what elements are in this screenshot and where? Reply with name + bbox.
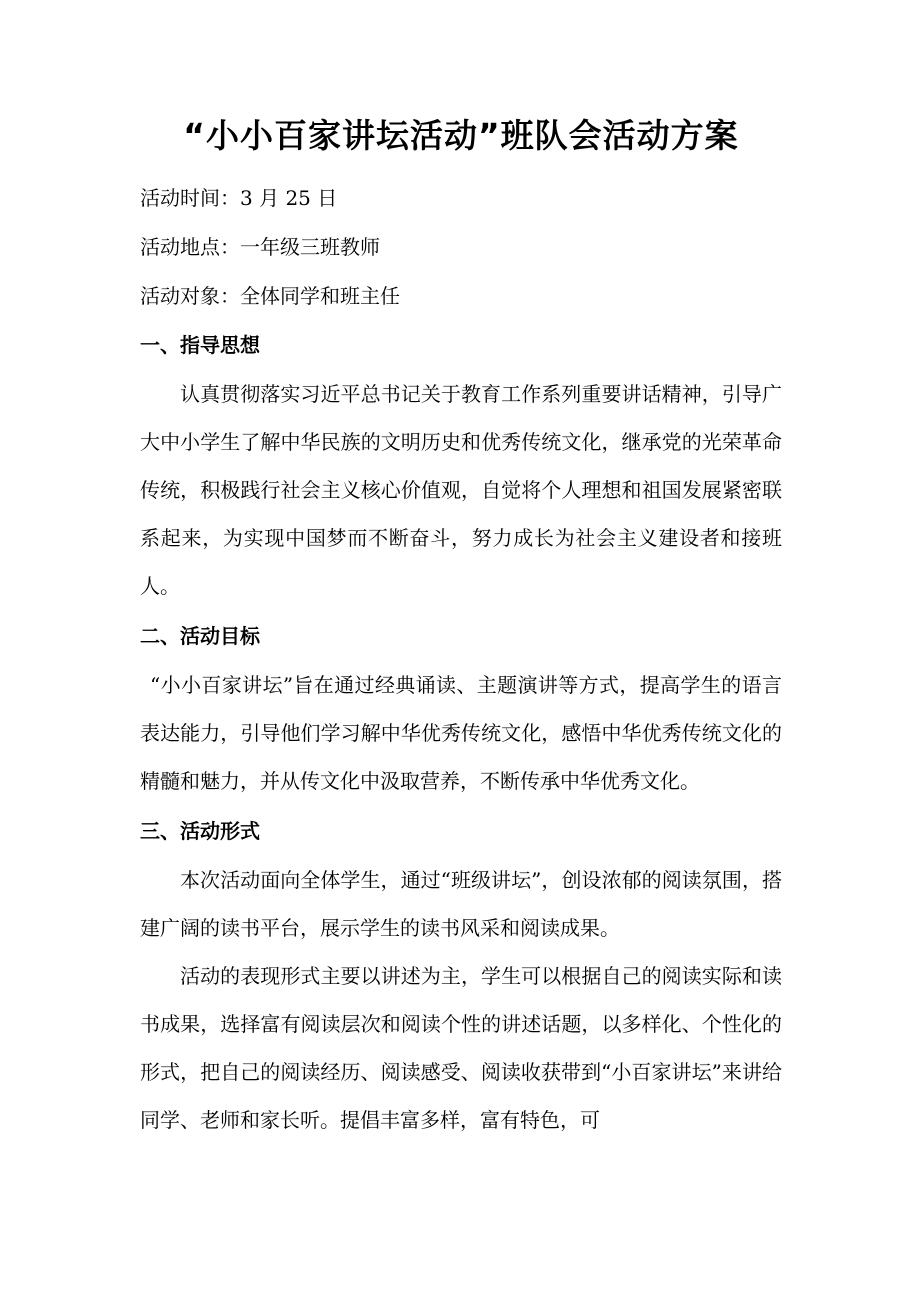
document-title: “小小百家讲坛活动”班队会活动方案 [183, 116, 739, 155]
section-heading-guiding-idea: 一、指导思想 [140, 333, 260, 357]
section-heading-activity-goals: 二、活动目标 [140, 624, 260, 648]
section-paragraph: “小小百家讲坛”旨在通过经典诵读、主题演讲等方式，提高学生的语言表达能力，引导他们学习解中华优秀传统文化，感悟中华优秀传统文化的精髓和魅力，并从传文化中汲取营养，不断传承中华优秀文化。 [140, 673, 782, 793]
activity-participants: 活动对象：全体同学和班主任 [140, 284, 400, 308]
activity-location: 活动地点：一年级三班教师 [140, 235, 380, 259]
section-heading-activity-form: 三、活动形式 [140, 819, 260, 843]
activity-time: 活动时间：3 月 25 日 [140, 186, 338, 210]
section-paragraph: 本次活动面向全体学生，通过“班级讲坛”，创设浓郁的阅读氛围，搭建广阔的读书平台，展示学生的读书风采和阅读成果。 [140, 868, 782, 940]
section-paragraph: 活动的表现形式主要以讲述为主，学生可以根据自己的阅读实际和读书成果，选择富有阅读层次和阅读个性的讲述话题，以多样化、个性化的形式，把自己的阅读经历、阅读感受、阅读收获带到“小百家讲坛”来讲给同学、老师和家长听。提倡丰富多样，富有特色，可 [140, 964, 782, 1132]
section-paragraph: 认真贯彻落实习近平总书记关于教育工作系列重要讲话精神，引导广大中小学生了解中华民族的文明历史和优秀传统文化，继承党的光荣革命传统，积极践行社会主义核心价值观，自觉将个人理想和祖国发展紧密联系起来，为实现中国梦而不断奋斗，努力成长为社会主义建设者和接班人。 [140, 382, 782, 598]
document-page [140, 110, 782, 1144]
